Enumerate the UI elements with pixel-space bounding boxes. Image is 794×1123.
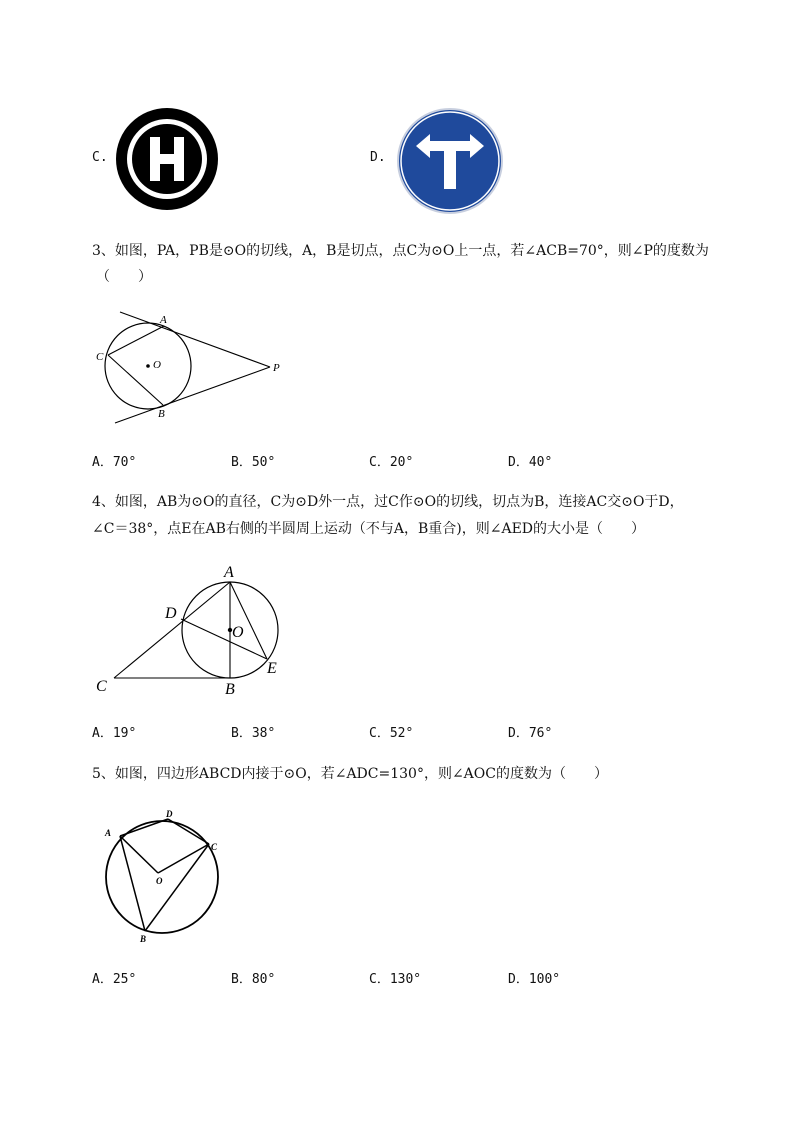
turn-left-or-right-sign-icon: [396, 107, 504, 215]
q4-label-b: B: [225, 681, 235, 698]
q3-label-c: C: [96, 351, 104, 363]
q4-label-e: E: [267, 660, 277, 677]
q5-figure: [90, 800, 240, 950]
q2-option-d-label: D.: [370, 150, 386, 165]
q4-option-b: B．38°: [231, 726, 276, 741]
q4-label-a: A: [224, 564, 234, 581]
q3-label-p: P: [273, 362, 280, 374]
helipad-icon: [114, 106, 220, 212]
q4-stem-line2: ∠C＝38°，点E在AB右侧的半圆周上运动（不与A，B重合)，则∠AED的大小是（ ）: [92, 521, 646, 537]
q4-stem-line1: 4、如图，AB为⊙O的直径，C为⊙D外一点，过C作⊙O的切线，切点为B，连接AC交⊙O于D，: [92, 494, 684, 510]
q5-option-c: C．130°: [369, 972, 422, 987]
q5-label-c: C: [211, 842, 218, 852]
q5-option-a: A．25°: [92, 972, 137, 987]
q3-label-o: O: [153, 359, 161, 371]
q3-option-a: A．70°: [92, 455, 137, 470]
q3-label-b: B: [158, 408, 165, 420]
q5-label-d: D: [166, 809, 173, 819]
q4-option-d: D．76°: [508, 726, 553, 741]
q4-option-c: C．52°: [369, 726, 414, 741]
q5-label-a: A: [105, 828, 112, 838]
q4-label-d: D: [165, 605, 177, 622]
q4-figure: [90, 555, 300, 705]
q3-option-c: C．20°: [369, 455, 414, 470]
q4-label-c: C: [96, 678, 107, 695]
q5-option-b: B．80°: [231, 972, 276, 987]
q4-label-o: O: [232, 624, 244, 641]
q3-option-b: B．50°: [231, 455, 276, 470]
q5-label-o: O: [156, 876, 163, 886]
q2-option-c-label: C.: [92, 150, 108, 165]
q4-option-a: A．19°: [92, 726, 137, 741]
q3-label-a: A: [160, 314, 167, 326]
q5-label-b: B: [140, 934, 147, 944]
q5-option-d: D．100°: [508, 972, 561, 987]
q3-stem-line2: （ ）: [96, 269, 152, 285]
q5-stem: 5、如图，四边形ABCD内接于⊙O，若∠ADC=130°，则∠AOC的度数为（ ）: [92, 766, 608, 782]
q3-option-d: D．40°: [508, 455, 553, 470]
q3-figure: [90, 300, 290, 430]
q3-stem-line1: 3、如图，PA，PB是⊙O的切线，A，B是切点，点C为⊙O上一点，若∠ACB=70°，则∠P的度数为: [92, 243, 709, 259]
